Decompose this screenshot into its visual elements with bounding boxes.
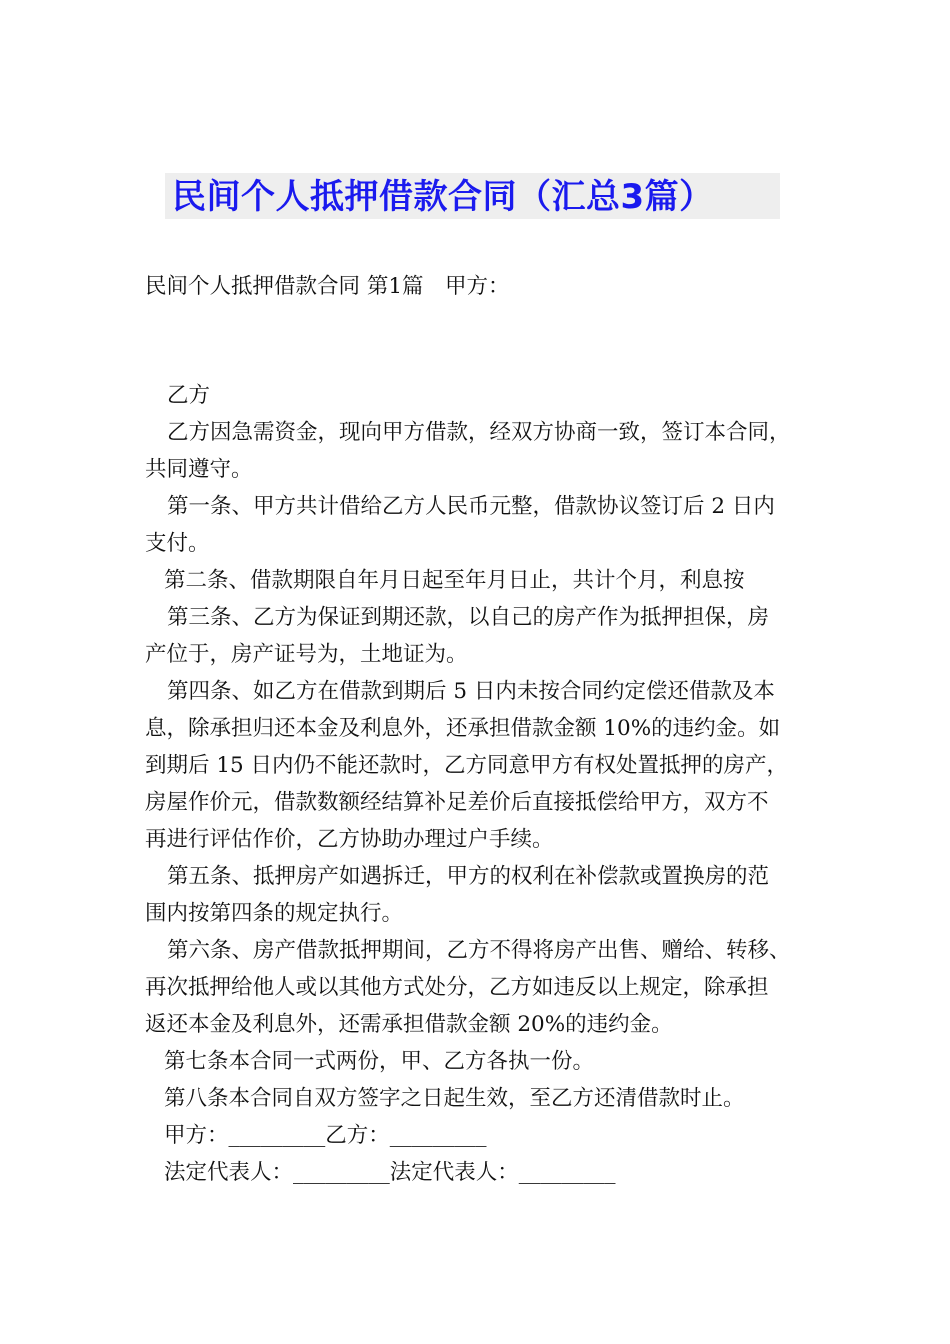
article-4-line-3: 到期后 15 日内仍不能还款时，乙方同意甲方有权处置抵押的房产，: [145, 753, 789, 778]
article-6-line-3: 返还本金及利息外，还需承担借款金额 20%的违约金。: [145, 1012, 673, 1037]
article-2-line-1: 第二条、借款期限自年月日起至年月日止，共计个月，利息按: [164, 568, 745, 593]
article-4-line-1: 第四条、如乙方在借款到期后 5 日内未按合同约定偿还借款及本: [167, 679, 775, 704]
article-8: 第八条本合同自双方签字之日起生效，至乙方还清借款时止。: [164, 1086, 745, 1111]
article-1-line-2: 支付。: [145, 531, 210, 556]
signature-parties: 甲方：_________乙方：_________: [164, 1123, 487, 1148]
contract-body: [145, 377, 825, 1191]
intro-paragraph-line-2: 共同遵守。: [145, 457, 253, 482]
article-4-line-4: 房屋作价元，借款数额经结算补足差价后直接抵偿给甲方，双方不: [145, 790, 769, 815]
article-5-line-2: 围内按第四条的规定执行。: [145, 901, 404, 926]
article-3-line-2: 产位于，房产证号为，土地证为。: [145, 642, 468, 667]
article-4-line-5: 再进行评估作价，乙方协助办理过户手续。: [145, 827, 554, 852]
article-3-line-1: 第三条、乙方为保证到期还款，以自己的房产作为抵押担保，房: [167, 605, 770, 630]
article-4-line-2: 息，除承担归还本金及利息外，还承担借款金额 10%的违约金。如: [145, 716, 781, 741]
article-6-line-1: 第六条、房产借款抵押期间，乙方不得将房产出售、赠给、转移、: [167, 938, 791, 963]
document-title: 民间个人抵押借款合同（汇总3篇）: [172, 177, 714, 217]
subtitle-line: [145, 268, 825, 305]
article-7: 第七条本合同一式两份，甲、乙方各执一份。: [164, 1049, 595, 1074]
article-5-line-1: 第五条、抵押房产如遇拆迁，甲方的权利在补偿款或置换房的范: [167, 864, 770, 889]
intro-paragraph-line-1: 乙方因急需资金，现向甲方借款，经双方协商一致，签订本合同，: [167, 420, 791, 445]
signature-representatives: 法定代表人：_________法定代表人：_________: [164, 1160, 616, 1185]
article-6-line-2: 再次抵押给他人或以其他方式处分，乙方如违反以上规定，除承担: [145, 975, 769, 1000]
party-b-label: 乙方: [167, 383, 211, 408]
article-1-line-1: 第一条、甲方共计借给乙方人民币元整，借款协议签订后 2 日内: [167, 494, 775, 519]
subtitle: 民间个人抵押借款合同 第1篇 甲方：: [145, 274, 510, 299]
